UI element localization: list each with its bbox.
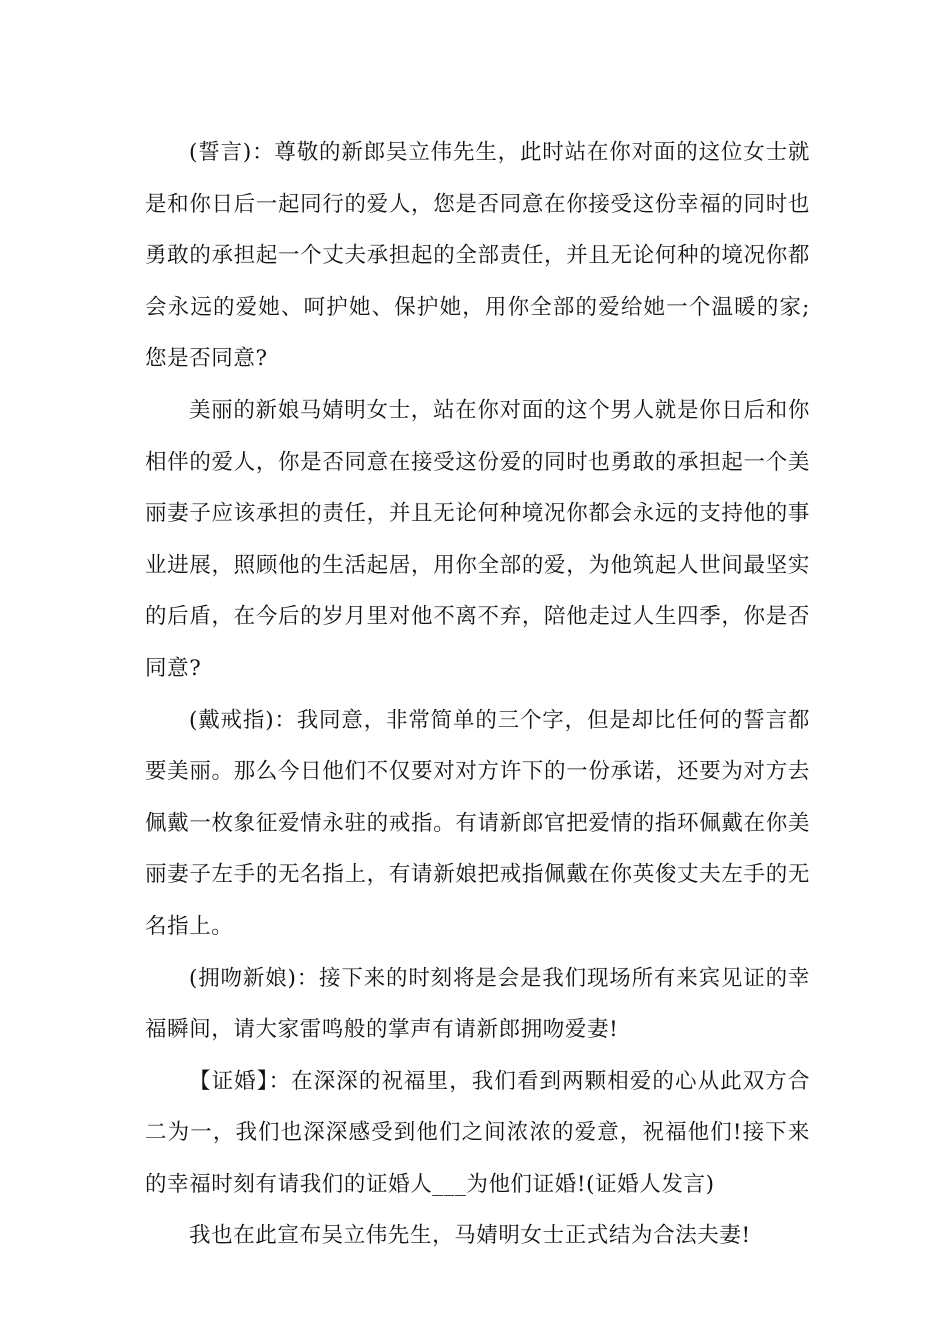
paragraph-witness: 【证婚】：在深深的祝福里，我们看到两颗相爱的心从此双方合二为一，我们也深深感受到他们之间浓浓的爱意，祝福他们!接下来的幸福时刻有请我们的证婚人___为他们证婚!(证婚人发言) <box>145 1068 810 1197</box>
paragraph-kiss-bride: (拥吻新娘)：接下来的时刻将是会是我们现场所有来宾见证的幸福瞬间，请大家雷鸣般的掌声有请新郎拥吻爱妻! <box>145 965 810 1043</box>
document-body <box>145 127 810 1262</box>
paragraph-vow-bride: 美丽的新娘马婧明女士，站在你对面的这个男人就是你日后和你相伴的爱人，你是否同意在接受这份爱的同时也勇敢的承担起一个美丽妻子应该承担的责任，并且无论何种境况你都会永远的支持他的事业进展，照顾他的生活起居，用你全部的爱，为他筑起人世间最坚实的后盾，在今后的岁月里对他不离不弃，陪他走过人生四季，你是否同意? <box>145 397 810 681</box>
paragraph-pronouncement: 我也在此宣布吴立伟先生，马婧明女士正式结为合法夫妻! <box>189 1223 751 1249</box>
paragraph-ring-exchange: (戴戒指)：我同意，非常简单的三个字，但是却比任何的誓言都要美丽。那么今日他们不仅要对对方许下的一份承诺，还要为对方去佩戴一枚象征爱情永驻的戒指。有请新郎官把爱情的指环佩戴在你美丽妻子左手的无名指上，有请新娘把戒指佩戴在你英俊丈夫左手的无名指上。 <box>145 707 810 939</box>
paragraph-vow-groom: (誓言)：尊敬的新郎吴立伟先生，此时站在你对面的这位女士就是和你日后一起同行的爱人，您是否同意在你接受这份幸福的同时也勇敢的承担起一个丈夫承担起的全部责任，并且无论何种的境况你都会永远的爱她、呵护她、保护她，用你全部的爱给她一个温暖的家;您是否同意? <box>145 140 810 372</box>
